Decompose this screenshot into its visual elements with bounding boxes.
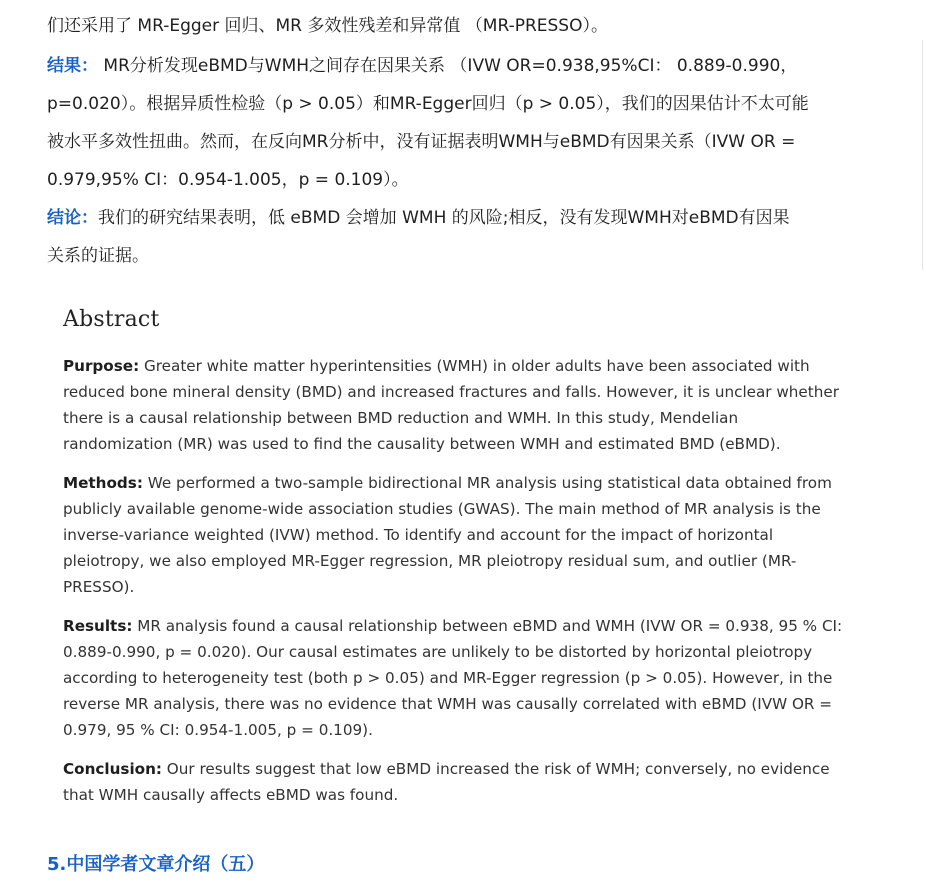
cn-results-line-4: 0.979,95% CI：0.954-1.005，p = 0.109）。: [47, 170, 409, 190]
cn-conclusion-line-2: 关系的证据。: [47, 246, 149, 266]
abstract-results-label: Results:: [63, 617, 133, 635]
abstract-conclusion-label: Conclusion:: [63, 760, 162, 778]
cn-results-line-1: 结果： MR分析发现eBMD与WMH之间存在因果关系 （IVW OR=0.938,95%CI： 0.889-0.990，: [47, 56, 798, 76]
abstract-results-line-4: reverse MR analysis, there was no evidence that WMH was causally correlated with eBMD (IVW OR =: [63, 695, 833, 713]
abstract-results-line-3: according to heterogeneity test (both p > 0.05) and MR-Egger regression (p > 0.05). However, in the: [63, 669, 833, 687]
abstract-conclusion-line-1: Conclusion: Our results suggest that low eBMD increased the risk of WMH; conversely, no evidence: [63, 760, 830, 778]
abstract-methods-line-4: pleiotropy, we also employed MR-Egger regression, MR pleiotropy residual sum, and outlier (MR-: [63, 552, 797, 570]
section-heading-5: 5.中国学者文章介绍（五）: [47, 854, 265, 875]
abstract-purpose-line-1: Purpose: Greater white matter hyperintensities (WMH) in older adults have been associated with: [63, 357, 810, 375]
abstract-purpose-line-3: there is a causal relationship between BMD reduction and WMH. In this study, Mendelian: [63, 409, 739, 427]
scrollbar[interactable]: [922, 40, 926, 270]
cn-results-line-3: 被水平多效性扭曲。然而，在反向MR分析中，没有证据表明WMH与eBMD有因果关系（IVW OR =: [47, 132, 796, 152]
abstract-methods-line-2: publicly available genome-wide association studies (GWAS). The main method of MR analysis is the: [63, 500, 821, 518]
abstract-results-line-5: 0.979, 95 % CI: 0.954-1.005, p = 0.109).: [63, 721, 373, 739]
abstract-purpose-label: Purpose:: [63, 357, 140, 375]
abstract-methods-line-3: inverse-variance weighted (IVW) method. To identify and account for the impact of horizontal: [63, 526, 774, 544]
abstract-purpose-line-2: reduced bone mineral density (BMD) and increased fractures and falls. However, it is unclear whether: [63, 383, 839, 401]
abstract-results-line-1: Results: MR analysis found a causal relationship between eBMD and WMH (IVW OR = 0.938, 95 % CI:: [63, 617, 843, 635]
cn-results-label: 结果: [47, 56, 81, 76]
abstract-methods-label: Methods:: [63, 474, 143, 492]
abstract-title: Abstract: [63, 307, 160, 332]
abstract-results-line-2: 0.889-0.990, p = 0.020). Our causal estimates are unlikely to be distorted by horizontal pleiotropy: [63, 643, 813, 661]
abstract-purpose-line-4: randomization (MR) was used to find the causality between WMH and estimated BMD (eBMD).: [63, 435, 781, 453]
abstract-conclusion-line-2: that WMH causally affects eBMD was found.: [63, 786, 399, 804]
abstract-methods-line-1: Methods: We performed a two-sample bidirectional MR analysis using statistical data obtained from: [63, 474, 832, 492]
abstract-methods-line-5: PRESSO).: [63, 578, 135, 596]
cn-results-line-2: p=0.020）。根据异质性检验（p > 0.05）和MR-Egger回归（p > 0.05），我们的因果估计不太可能: [47, 94, 809, 114]
cn-conclusion-label: 结论: [47, 208, 81, 228]
cn-methods-tail: 们还采用了 MR-Egger 回归、MR 多效性残差和异常值 （MR-PRESSO）。: [47, 16, 608, 36]
cn-conclusion-line-1: 结论：我们的研究结果表明，低 eBMD 会增加 WMH 的风险;相反，没有发现WMH对eBMD有因果: [47, 208, 790, 228]
